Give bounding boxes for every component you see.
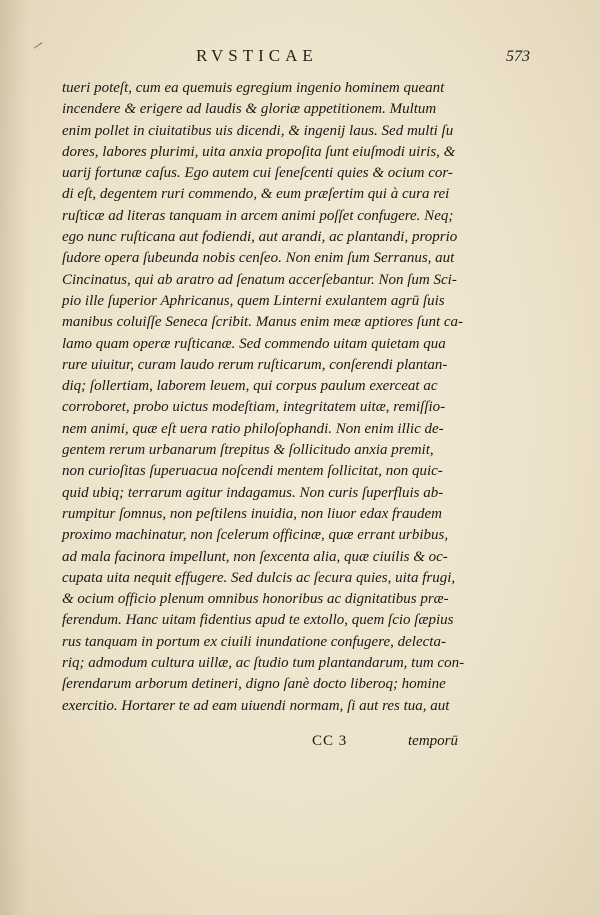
page-number: 573 [506,48,530,65]
text-line: incendere & erigere ad laudis & gloriæ appetitionem. Multum [62,101,437,118]
text-line: uarij fortunæ caſus. Ego autem cui ſeneſcenti quies & ocium cor- [62,165,453,182]
text-line: riq; admodum cultura uillæ, ac ſtudio tum plantandarum, tum con- [62,655,465,672]
text-line: ſudore opera ſubeunda nobis cenſeo. Non enim ſum Serranus, aut [62,250,455,267]
text-line: Cincinatus, qui ab aratro ad ſenatum accerſebantur. Non ſum Sci- [62,271,457,288]
text-line: ruſticæ ad literas tanquam in arcem animi poſſet confugere. Neq; [62,207,454,224]
running-head: RVSTICAE [196,46,318,65]
text-line: di eſt, degentem ruri commendo, & eum præſertim qui à cura rei [62,186,450,203]
text-line: diq; ſollertiam, laborem leuem, qui corpus paulum exerceat ac [62,378,438,395]
text-line: ſerendarum arborum detineri, digno ſanè docto liberoq; homine [62,676,446,693]
text-line: exercitio. Hortarer te ad eam uiuendi normam, ſi aut res tua, aut [62,697,450,714]
text-line: ad mala facinora impellunt, non ſexcenta alia, quæ ciuilis & oc- [62,548,448,565]
text-line: cupata uita nequit effugere. Sed dulcis ac ſecura quies, uita frugi, [62,569,456,586]
text-line: non curioſitas ſuperuacua noſcendi mentem ſollicitat, non quic- [62,463,443,480]
text-line: enim pollet in ciuitatibus uis dicendi, & ingenij laus. Sed multi ſu [62,122,454,139]
catchword: temporū [408,733,458,749]
text-line: rus tanquam in portum ex ciuili inundatione confugere, delecta- [62,633,446,650]
body-text [62,78,550,717]
text-line: ferendum. Hanc uitam fidentius apud te extollo, quem ſcio ſæpius [62,612,454,629]
text-line: rure uiuitur, curam laudo rerum ruſticarum, conſerendi plantan- [62,356,448,373]
text-line: proximo machinatur, non ſcelerum officinæ, quæ errant urbibus, [62,527,449,544]
text-line: ego nunc ruſticana aut fodiendi, aut arandi, ac plantandi, proprio [62,229,458,246]
text-line: quid ubiq; terrarum agitur indagamus. Non curis ſuperfluis ab- [62,484,444,501]
text-line: lamo quam operæ ruſticanæ. Sed commendo uitam quietam qua [62,335,446,352]
text-line: pio ille ſuperior Aphricanus, quem Linterni exulantem agrū ſuis [62,292,445,309]
text-line: nem animi, quæ eſt uera ratio philoſophandi. Non enim illic de- [62,420,444,437]
text-line: manibus coluiſſe Seneca ſcribit. Manus enim meæ aptiores ſunt ca- [62,314,464,331]
text-line: corroboret, probo uictus modeſtiam, integritatem uitæ, remiſſio- [62,399,446,416]
signature-mark: CC 3 [312,733,348,749]
text-line: dores, labores plurimi, uita anxia propoſita ſunt eiuſmodi uiris, & [62,143,456,160]
text-line: tueri poteſt, cum ea quemuis egregium ingenio hominem queant [62,80,445,96]
page-footer [0,733,600,757]
text-line: rumpitur ſomnus, non peſtilens inuidia, non liuor edax fraudem [62,505,442,522]
text-line: gentem rerum urbanarum ſtrepitus & ſollicitudo anxia premit, [62,442,434,459]
text-line: & ocium officio plenum omnibus honoribus ac dignitatibus præ- [62,591,449,608]
page-header [0,46,600,76]
